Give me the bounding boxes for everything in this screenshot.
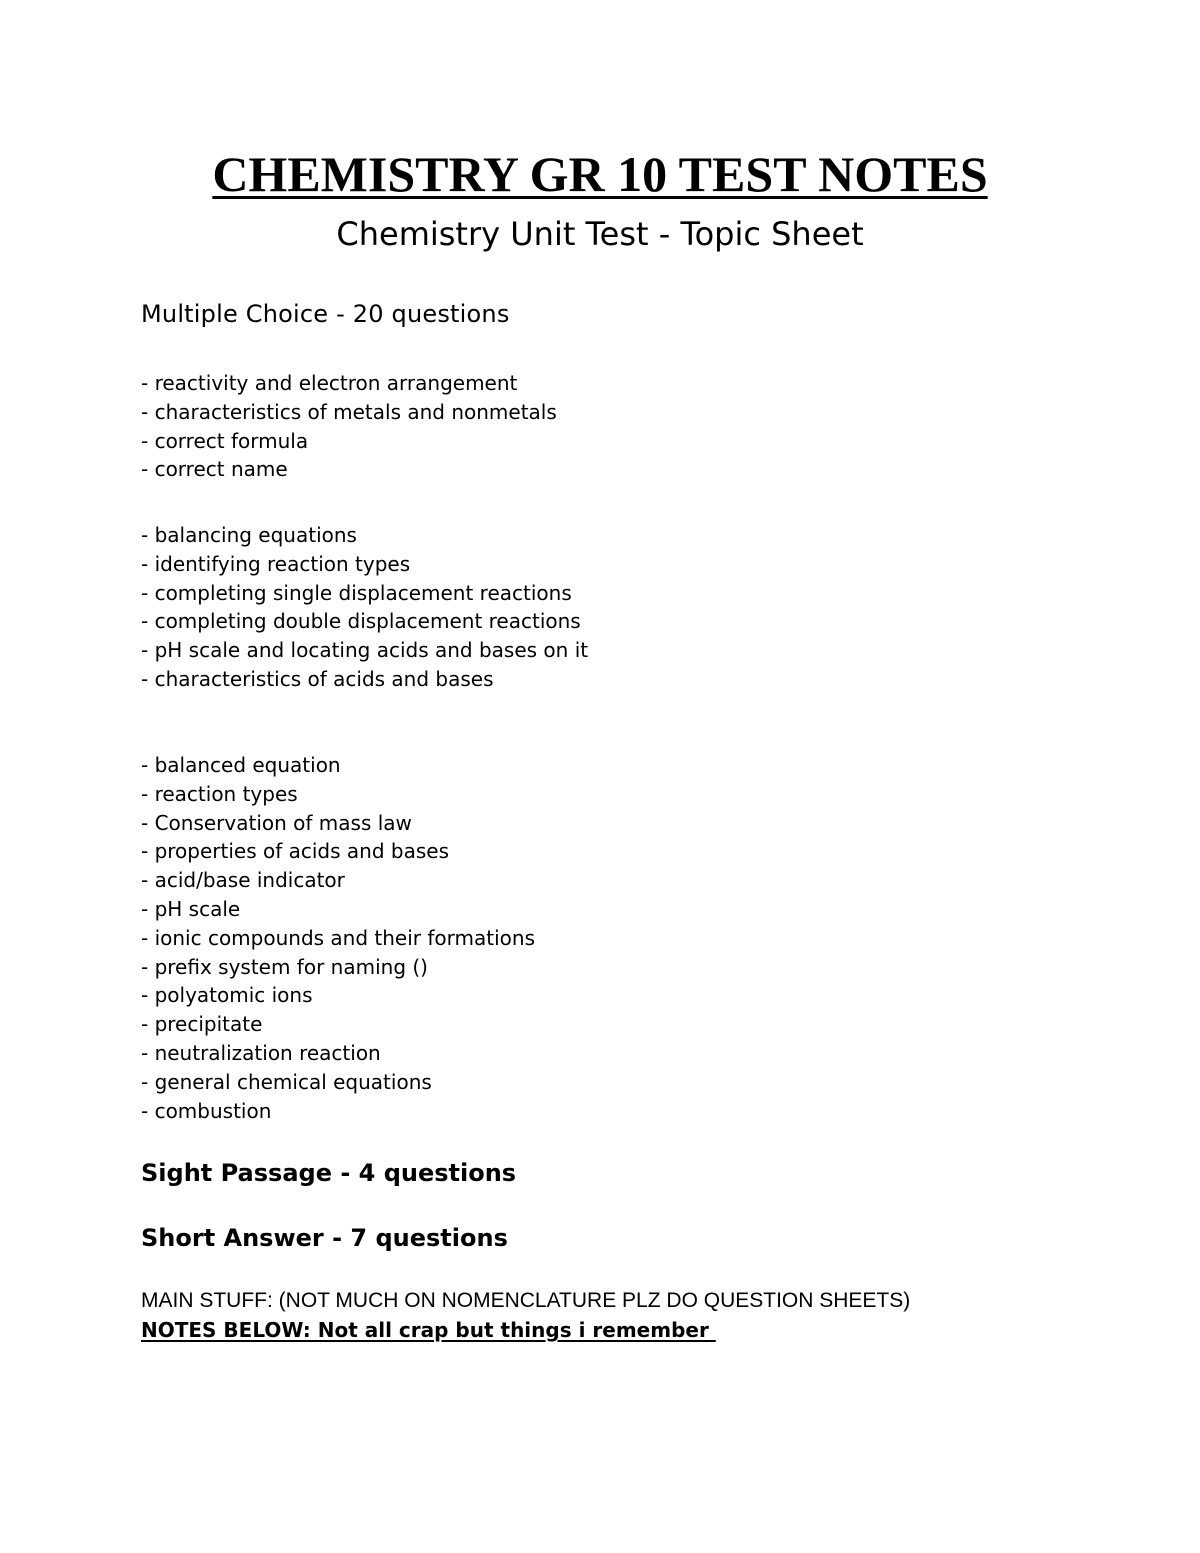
list-item: - pH scale: [141, 896, 241, 921]
list-item: - ionic compounds and their formations: [141, 925, 535, 950]
notes-below-heading: NOTES BELOW: Not all crap but things i remember: [141, 1318, 716, 1342]
topic-list-group-1: [141, 369, 557, 484]
list-item: - correct name: [141, 457, 288, 482]
page-title: [0, 143, 1200, 205]
list-item: - neutralization reaction: [141, 1040, 381, 1065]
list-item: - prefix system for naming (): [141, 954, 428, 979]
list-item: - pH scale and locating acids and bases on it: [141, 638, 589, 663]
main-stuff-note: MAIN STUFF: (NOT MUCH ON NOMENCLATURE PLZ DO QUESTION SHEETS): [141, 1289, 911, 1312]
page-title-text: CHEMISTRY GR 10 TEST NOTES: [212, 146, 988, 202]
list-item: - completing double displacement reactions: [141, 609, 581, 634]
page-subtitle: Chemistry Unit Test - Topic Sheet: [336, 215, 864, 253]
list-item: - completing single displacement reactions: [141, 580, 572, 605]
list-item: - characteristics of acids and bases: [141, 666, 494, 691]
list-item: - acid/base indicator: [141, 868, 345, 893]
list-item: - polyatomic ions: [141, 983, 313, 1008]
multiple-choice-heading: Multiple Choice - 20 questions: [141, 300, 510, 328]
list-item: - Conservation of mass law: [141, 810, 412, 835]
topic-list-group-2: [141, 521, 588, 694]
list-item: - reaction types: [141, 781, 298, 806]
topic-list-group-3: [141, 751, 535, 1125]
short-answer-heading: Short Answer - 7 questions: [141, 1224, 508, 1252]
sight-passage-heading: Sight Passage - 4 questions: [141, 1159, 517, 1187]
list-item: - correct formula: [141, 428, 309, 453]
list-item: - identifying reaction types: [141, 551, 411, 576]
list-item: - properties of acids and bases: [141, 839, 449, 864]
list-item: - balanced equation: [141, 753, 341, 777]
list-item: - precipitate: [141, 1012, 263, 1037]
list-item: - characteristics of metals and nonmetals: [141, 399, 557, 424]
list-item: - combustion: [141, 1098, 272, 1123]
list-item: - balancing equations: [141, 523, 357, 547]
list-item: - general chemical equations: [141, 1069, 432, 1094]
list-item: - reactivity and electron arrangement: [141, 371, 518, 395]
